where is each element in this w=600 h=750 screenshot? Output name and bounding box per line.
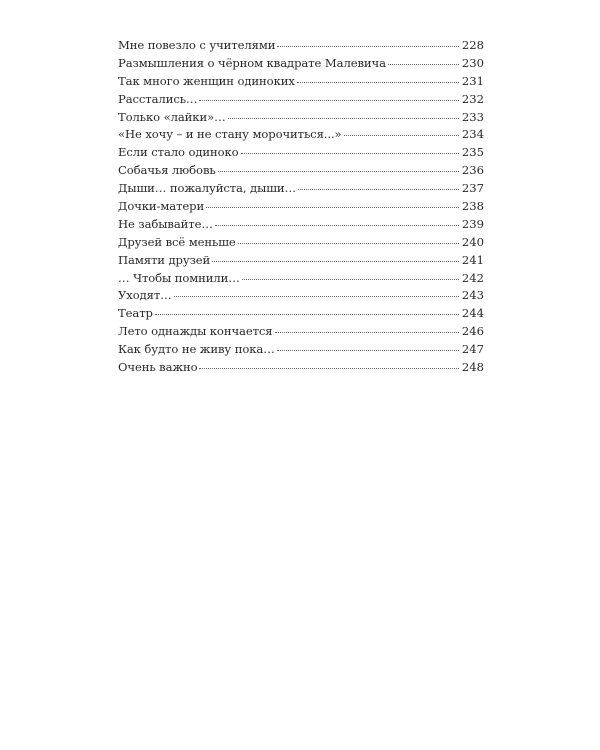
toc-entry	[118, 110, 484, 128]
toc-entry	[118, 271, 484, 289]
toc-entry	[118, 360, 484, 378]
toc-dot-leader	[238, 243, 459, 244]
toc-entry-title: Дочки-матери	[118, 199, 205, 214]
toc-entry-title: Мне повезло с учителями	[118, 38, 276, 52]
table-of-contents	[118, 38, 484, 378]
toc-entry	[118, 306, 484, 324]
toc-entry-title: Очень важно	[118, 360, 198, 375]
toc-entry	[118, 145, 484, 163]
toc-entry-page-number: 240	[461, 234, 484, 249]
toc-entry-title: Если стало одиноко	[118, 145, 239, 160]
toc-dot-leader	[215, 225, 459, 226]
toc-dot-leader	[228, 118, 459, 119]
toc-entry-page-number: 243	[461, 288, 484, 303]
toc-dot-leader	[174, 296, 459, 297]
toc-entry	[118, 324, 484, 342]
toc-dot-leader	[277, 46, 458, 47]
toc-dot-leader	[297, 82, 459, 83]
toc-entry-page-number: 242	[461, 270, 484, 285]
toc-entry-title: Уходят…	[118, 288, 172, 303]
toc-dot-leader	[218, 171, 459, 172]
toc-entry-page-number: 236	[461, 163, 484, 178]
toc-entry-page-number: 246	[461, 324, 484, 339]
toc-dot-leader	[241, 153, 459, 154]
toc-entry-title: Только «лайки»…	[118, 109, 226, 124]
toc-entry-page-number: 238	[461, 199, 484, 214]
toc-entry	[118, 342, 484, 360]
toc-entry-page-number: 247	[461, 342, 484, 357]
toc-entry-title: Не забывайте…	[118, 216, 213, 231]
toc-entry-title: Как будто не живу пока…	[118, 342, 275, 357]
toc-entry	[118, 38, 484, 56]
toc-entry-page-number: 234	[461, 127, 484, 142]
toc-dot-leader	[298, 189, 459, 190]
toc-dot-leader	[242, 279, 459, 280]
toc-entry	[118, 56, 484, 74]
toc-dot-leader	[344, 135, 459, 136]
toc-entry-page-number: 228	[461, 38, 484, 52]
toc-entry-title: Размышления о чёрном квадрате Малевича	[118, 55, 386, 70]
toc-entry	[118, 163, 484, 181]
toc-entry	[118, 253, 484, 271]
toc-entry	[118, 235, 484, 253]
toc-entry-page-number: 231	[461, 73, 484, 88]
toc-entry	[118, 127, 484, 145]
toc-entry-title: Лето однажды кончается	[118, 324, 273, 339]
toc-entry-page-number: 232	[461, 91, 484, 106]
toc-entry-page-number: 233	[461, 109, 484, 124]
toc-entry	[118, 92, 484, 110]
toc-entry	[118, 217, 484, 235]
toc-entry-page-number: 241	[461, 252, 484, 267]
toc-entry-page-number: 237	[461, 181, 484, 196]
toc-entry-title: Собачья любовь	[118, 163, 216, 178]
toc-entry-page-number: 244	[461, 306, 484, 321]
toc-dot-leader	[206, 207, 459, 208]
toc-dot-leader	[275, 332, 459, 333]
toc-entry-title: «Не хочу – и не стану морочиться...»	[118, 127, 342, 142]
toc-entry-title: Расстались…	[118, 91, 198, 106]
toc-entry	[118, 199, 484, 217]
toc-entry-title: Театр	[118, 306, 153, 321]
toc-entry	[118, 181, 484, 199]
toc-dot-leader	[155, 314, 459, 315]
toc-dot-leader	[212, 261, 459, 262]
toc-dot-leader	[199, 100, 458, 101]
toc-entry-page-number: 239	[461, 216, 484, 231]
toc-entry-page-number: 235	[461, 145, 484, 160]
toc-entry-title: Дыши… пожалуйста, дыши…	[118, 181, 296, 196]
toc-dot-leader	[199, 368, 458, 369]
toc-entry	[118, 74, 484, 92]
toc-entry-title: … Чтобы помнили…	[118, 270, 240, 285]
toc-dot-leader	[388, 64, 459, 65]
toc-entry-title: Так много женщин одиноких	[118, 73, 295, 88]
toc-entry-page-number: 248	[461, 360, 484, 375]
toc-entry-page-number: 230	[461, 55, 484, 70]
toc-entry	[118, 288, 484, 306]
toc-entry-title: Памяти друзей	[118, 252, 211, 267]
toc-entry-title: Друзей всё меньше	[118, 234, 236, 249]
toc-dot-leader	[277, 350, 459, 351]
